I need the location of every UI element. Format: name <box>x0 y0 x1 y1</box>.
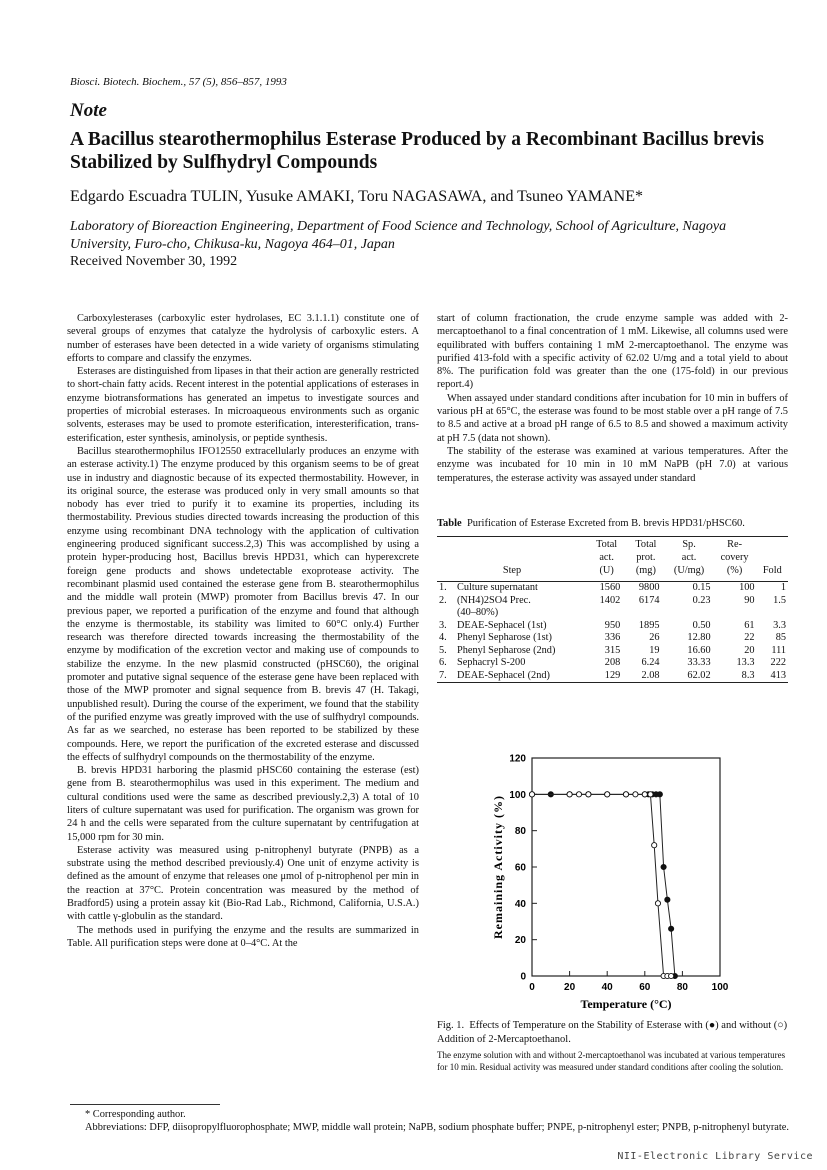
plot-frame <box>532 758 720 976</box>
y-tick-label: 100 <box>509 789 526 801</box>
y-tick-label: 20 <box>514 935 526 947</box>
table-row <box>437 657 788 670</box>
row-total-prot: 1895 <box>638 619 660 631</box>
row-step: DEAE-Sephacel (2nd) <box>457 669 550 681</box>
data-point-open <box>623 792 628 797</box>
table-row <box>437 595 788 608</box>
row-sp-act: 0.15 <box>692 582 711 593</box>
figure-1 <box>470 748 790 1023</box>
row-total-act: 315 <box>604 644 621 656</box>
table-caption <box>437 518 745 529</box>
row-total-prot: 19 <box>649 644 660 656</box>
row-total-prot: 2.08 <box>641 669 660 681</box>
data-point-open <box>567 792 572 797</box>
row-recovery: 13.3 <box>736 657 755 668</box>
row-fold: 413 <box>770 669 786 681</box>
col-header-total-prot: Total prot. (mg) <box>635 539 657 576</box>
x-tick-label: 40 <box>601 982 613 993</box>
row-step: Phenyl Sepharose (2nd) <box>457 644 556 656</box>
paragraph: The methods used in purifying the enzyme and the results are summarized in Table. All purification steps were done at 0–4°C. At the <box>67 924 419 949</box>
row-sp-act: 62.02 <box>687 669 711 681</box>
row-total-act: 1560 <box>599 582 621 593</box>
y-tick-label: 60 <box>514 862 526 874</box>
table-label: Table <box>437 518 462 529</box>
data-point-open <box>652 843 657 848</box>
y-tick-label: 80 <box>514 826 526 838</box>
col-header-total-act: Total act. (U) <box>596 539 618 576</box>
row-sp-act: 0.50 <box>692 619 711 631</box>
col-header-recovery: Re- covery (%) <box>720 539 749 576</box>
paragraph: When assayed under standard conditions after incubation for 10 min in buffers of various pH at 65°C, the esterase was found to be most stable over a pH range of 7.5 to 8.5 and active at a broad pH range of 6.5 to 8.5 and showed a maximum activity at pH 7.5 (data not shown). <box>437 392 788 444</box>
row-recovery: 8.3 <box>741 669 755 681</box>
footnote-rule <box>70 1104 220 1105</box>
watermark: NII-Electronic Library Service <box>617 1151 813 1162</box>
col-header-step: Step <box>502 565 522 576</box>
affiliation <box>70 218 790 254</box>
data-point-filled <box>657 792 662 797</box>
abbreviations-note: Abbreviations: DFP, diisopropylfluorophosphate; MWP, middle wall protein; NaPB, sodium phosphate buffer; PNPE, p-nitrophenyl ester; PNPB, p-nitrophenyl butyrate. <box>85 1122 789 1134</box>
row-total-act: 950 <box>604 619 621 631</box>
row-step: Phenyl Sepharose (1st) <box>457 632 552 643</box>
data-point-open <box>605 792 610 797</box>
paragraph: Esterase activity was measured using p-nitrophenyl butyrate (PNPB) as a substrate using the method described previously.4) One unit of enzyme activity is defined as the amount of enzyme that releases one μmol of p-nitrophenol per min in the reaction at 37°C. Protein concentration was measured by the method of Bradford5) using a protein assay kit (Bio-Rad Lab., Richmond, California, U.S.A.) with cattle γ-globulin as the standard. <box>67 844 419 923</box>
right-column <box>437 312 788 485</box>
data-point-open <box>642 792 647 797</box>
x-tick-label: 100 <box>711 982 729 993</box>
col-header-fold: Fold <box>762 565 782 576</box>
row-total-act: 208 <box>604 657 621 668</box>
row-total-act: 1402 <box>599 594 621 606</box>
table-caption-text: Purification of Esterase Excreted from B. brevis HPD31/pHSC60. <box>466 518 745 529</box>
affiliation-line-2: University, Furo-cho, Chikusa-ku, Nagoya 464–01, Japan <box>70 237 395 252</box>
table-row <box>437 632 788 645</box>
row-fold: 1 <box>780 582 786 593</box>
row-number: 2. <box>439 594 447 606</box>
data-point-open <box>655 901 660 906</box>
paragraph: The stability of the esterase was examined at various temperatures. After the enzyme was incubated for 10 min in 10 mM NaPB (pH 7.0) at various temperatures, the esterase activity was assayed under standard <box>437 445 788 484</box>
y-tick-label: 0 <box>520 971 526 983</box>
corresponding-author-note: * Corresponding author. <box>85 1109 186 1120</box>
row-sp-act: 16.60 <box>687 644 711 656</box>
row-step: Culture supernatant <box>457 582 538 593</box>
row-recovery: 90 <box>744 594 755 606</box>
paragraph: start of column fractionation, the crude enzyme sample was added with 2-mercaptoethanol to a final concentration of 1 mM. Likewise, all columns used were equilibrated with buffers containing 1 mM 2-mercaptoethanol. The enzyme was purified 413-fold with a specific activity of 62.02 U/mg and a total yield to about 8%. The purification fold was greater than the one (175-fold) in our previous report.4) <box>437 313 788 391</box>
data-point-filled <box>661 864 666 869</box>
row-total-prot: 6174 <box>638 594 660 606</box>
figure-caption-detail: The enzyme solution with and without 2-mercaptoethanol was incubated at various temperatures for 10 min. Residual activity was measured under standard conditions after cooling the solution. <box>437 1050 786 1072</box>
x-tick-label: 80 <box>676 982 688 993</box>
received-date: Received November 30, 1992 <box>70 254 238 269</box>
purification-table <box>437 536 788 683</box>
series-line-without-mercaptoethanol <box>532 794 671 976</box>
footnotes <box>67 1108 789 1135</box>
row-number: 4. <box>439 632 447 643</box>
left-column <box>67 312 419 950</box>
row-number: 6. <box>439 657 447 668</box>
row-recovery: 22 <box>744 632 755 643</box>
journal-citation: Biosci. Biotech. Biochem., 57 (5), 856–857, 1993 <box>70 76 287 88</box>
x-tick-label: 0 <box>529 982 535 993</box>
data-point-open <box>529 792 534 797</box>
row-fold: 85 <box>775 632 786 643</box>
row-step-continued: (40–80%) <box>457 607 499 618</box>
row-total-act: 129 <box>604 669 621 681</box>
title-line-1: A Bacillus stearothermophilus Esterase Produced by a Recombinant Bacillus brevis <box>70 129 764 150</box>
row-number: 1. <box>439 582 447 593</box>
table-row <box>437 620 788 633</box>
table-row <box>437 670 788 683</box>
paragraph: Esterases are distinguished from lipases in that their action are generally restricted to short-chain fatty acids. Recent interest in the potential applications of esterases in enzyme biotransformations has generated an impetus to investigate sources and properties of microbial esterases. In microaqueous environments such as organic solvents, esterases may be used to promote esterification, interesterification, trans-esterification, ester synthesis, aminolysis, or peptide synthesis. <box>67 366 419 444</box>
row-total-prot: 6.24 <box>641 657 660 668</box>
y-axis-label: Remaining Activity (%) <box>491 795 505 939</box>
row-sp-act: 33.33 <box>687 657 711 668</box>
data-point-filled <box>669 926 674 931</box>
row-total-act: 336 <box>604 632 621 643</box>
table-body <box>437 582 788 683</box>
row-total-prot: 9800 <box>638 582 660 593</box>
row-fold: 1.5 <box>773 594 786 606</box>
figure-label: Fig. 1. <box>437 1020 465 1031</box>
data-point-open <box>669 973 674 978</box>
data-point-filled <box>665 897 670 902</box>
row-step: (NH4)2SO4 Prec. <box>457 594 531 606</box>
data-point-open <box>648 792 653 797</box>
col-header-sp-act: Sp. act. (U/mg) <box>673 539 705 576</box>
table-row <box>437 582 788 595</box>
table-row-continued <box>437 607 788 620</box>
paragraph: B. brevis HPD31 harboring the plasmid pHSC60 containing the esterase (est) gene from B. stearothermophilus was used in this experiment. The medium and cultural conditions used were the same as described previously.2,3) A total of 10 liters of culture supernatant was used for purification. The organism was grown for 24 h and the cells were separated from the culture supernatant by centrifugation at 15,000 rpm for 30 min. <box>67 765 419 843</box>
paper-title <box>70 128 790 174</box>
authors: Edgardo Escuadra TULIN, Yusuke AMAKI, Toru NAGASAWA, and Tsuneo YAMANE* <box>70 188 643 205</box>
row-number: 5. <box>439 644 447 656</box>
y-tick-label: 120 <box>509 753 526 765</box>
x-tick-label: 60 <box>639 982 651 993</box>
figure-caption <box>437 1019 789 1046</box>
row-fold: 222 <box>770 657 786 668</box>
data-point-open <box>576 792 581 797</box>
title-line-2: Stabilized by Sulfhydryl Compounds <box>70 152 378 173</box>
temperature-stability-chart <box>470 748 790 1023</box>
row-sp-act: 12.80 <box>687 632 711 643</box>
row-step: Sephacryl S-200 <box>457 657 526 668</box>
data-point-open <box>586 792 591 797</box>
paragraph: Carboxylesterases (carboxylic ester hydrolases, EC 3.1.1.1) constitute one of several groups of enzymes that catalyze the hydrolysis of carboxylic esters. A number of esterases have been detected in a wide variety of organisms stimulating efforts to compare and classify the enzymes. <box>67 313 419 364</box>
paragraph: Bacillus stearothermophilus IFO12550 extracellularly produces an enzyme with an esterase activity.1) The enzyme produced by this organism seems to be of great use in industry and diagnostic because of its expected thermostability. However, in its original source, the esterase was produced only in very small amounts so that nobody has ever tried to purify it to examine its properties, including its thermostability. Previous studies directed towards increasing the production of this enzyme using recombinant DNA technology with the application of cultivation engineering produced significant success.2,3) This was accomplished by using a protein hyper-producing host, Bacillus brevis HPD31, which can hyperexcrete foreign gene products and shows undetectable exoprotease activity. The recombinant plasmid used contained the esterase gene from B. stearothermophilus and the middle wall protein (MWP) promoter from Bacillus brevis 47. In our previous paper, we reported a purification of the enzyme and found that although the enzyme is thermostable, its stability was limited to 60°C only.4) Further research was therefore directed towards increasing the thermostability of the enzyme by modification of the excretion vector and making use of compounds to stabilize the enzyme. In the new plasmid constructed (pHSC60), the original promoter and putative signal sequence of the esterase gene have been replaced with those of the MWP promoter and signal sequence from B. brevis 47 (H. Takagi, unpublished result). During the course of the experiment, we found that the stability of the purified enzyme was greatly improved with the use of sulfhydryl compounds. As far as we searched, no esterase has been reported to be stabilized by these compounds. Here, we report the purification of the excreted esterase and discussed the effects of sulfhydryl compounds on the thermostability of the enzyme. <box>67 445 419 763</box>
table-row <box>437 645 788 658</box>
data-point-open <box>633 792 638 797</box>
row-sp-act: 0.23 <box>692 594 711 606</box>
x-axis-label: Temperature (°C) <box>580 997 672 1011</box>
y-tick-label: 40 <box>514 898 526 910</box>
row-fold: 111 <box>771 644 786 656</box>
section-label: Note <box>70 100 107 121</box>
row-recovery: 61 <box>744 619 755 631</box>
row-recovery: 20 <box>744 644 755 656</box>
row-number: 3. <box>439 619 447 631</box>
row-recovery: 100 <box>739 582 755 593</box>
row-step: DEAE-Sephacel (1st) <box>457 619 547 631</box>
affiliation-line-1: Laboratory of Bioreaction Engineering, Department of Food Science and Technology, School of Agriculture, Nagoya <box>70 219 727 234</box>
row-total-prot: 26 <box>649 632 660 643</box>
row-number: 7. <box>439 669 447 681</box>
x-tick-label: 20 <box>564 982 576 993</box>
row-fold: 3.3 <box>773 619 786 631</box>
series-line-with-mercaptoethanol <box>532 794 675 976</box>
figure-caption-text: Effects of Temperature on the Stability of Esterase with (●) and without (○) Addition of 2-Mercaptoethanol. <box>437 1020 788 1045</box>
